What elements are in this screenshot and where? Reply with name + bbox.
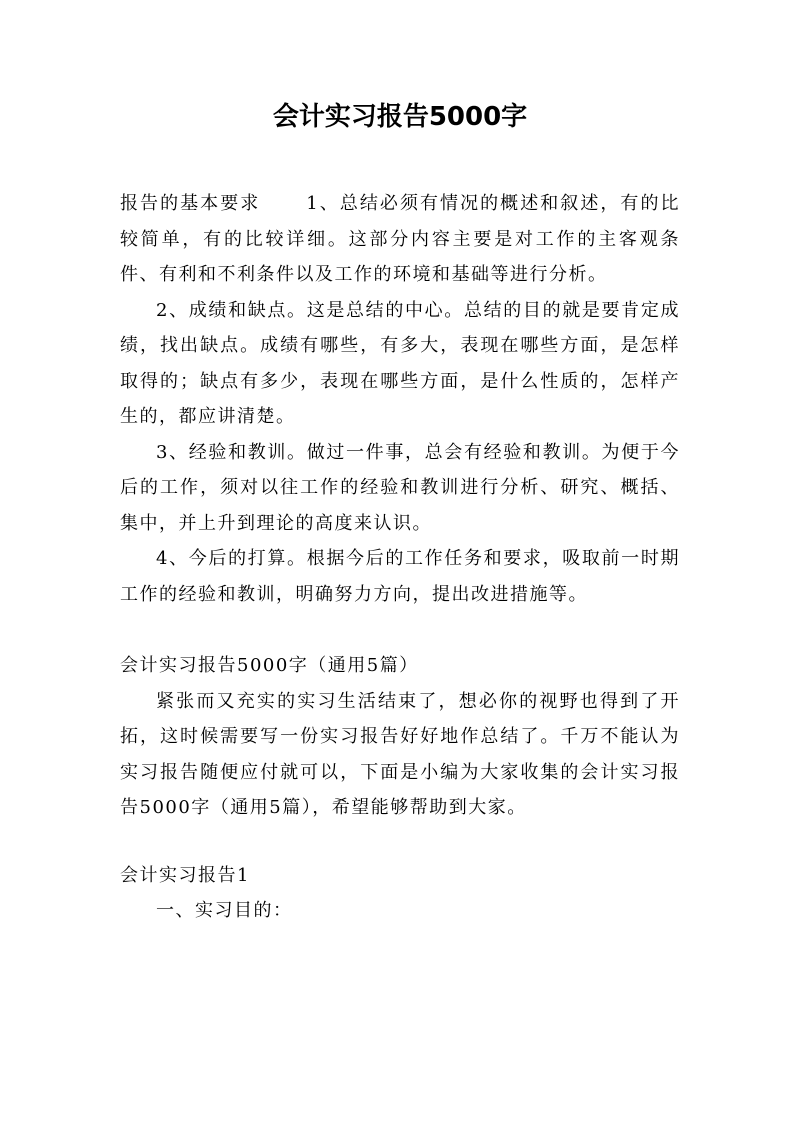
sub-heading: 一、实习目的： xyxy=(156,900,293,921)
intro-label: 报告的基本要求 xyxy=(120,193,261,214)
section-gap xyxy=(120,826,680,858)
report-title: 会计实习报告1 xyxy=(120,864,250,886)
paragraph-requirements-3: 3、经验和教训。做过一件事，总会有经验和教训。为便于今后的工作，须对以往工作的经验和教训进行分析、研究、概括、集中，并上升到理论的高度来认识。 xyxy=(120,441,680,534)
paragraph-intro: 紧张而又充实的实习生活结束了，想必你的视野也得到了开拓，这时候需要写一份实习报告好好地作总结了。千万不能认为实习报告随便应付就可以，下面是小编为大家收集的会计实习报告5000字（通用5篇），希望能够帮助到大家。 xyxy=(120,690,680,818)
section-gap xyxy=(120,612,680,648)
paragraph-requirements-4: 4、今后的打算。根据今后的工作任务和要求，吸取前一时期工作的经验和教训，明确努力方向，提出改进措施等。 xyxy=(120,548,680,605)
paragraph-requirements-2: 2、成绩和缺点。这是总结的中心。总结的目的就是要肯定成绩，找出缺点。成绩有哪些，有多大，表现在哪些方面，是怎样取得的；缺点有多少，表现在哪些方面，是什么性质的，怎样产生的，都应讲清楚。 xyxy=(120,299,680,427)
section-title: 会计实习报告5000字（通用5篇） xyxy=(120,655,419,676)
document-body xyxy=(120,186,680,929)
document-title: 会计实习报告5000字 xyxy=(272,102,528,132)
paragraph-requirements-1 xyxy=(120,186,680,293)
paragraph-1-text: 1、总结必须有情况的概述和叙述，有的比较简单，有的比较详细。这部分内容主要是对工作的主客观条件、有利和不利条件以及工作的环境和基础等进行分析。 xyxy=(120,193,681,285)
